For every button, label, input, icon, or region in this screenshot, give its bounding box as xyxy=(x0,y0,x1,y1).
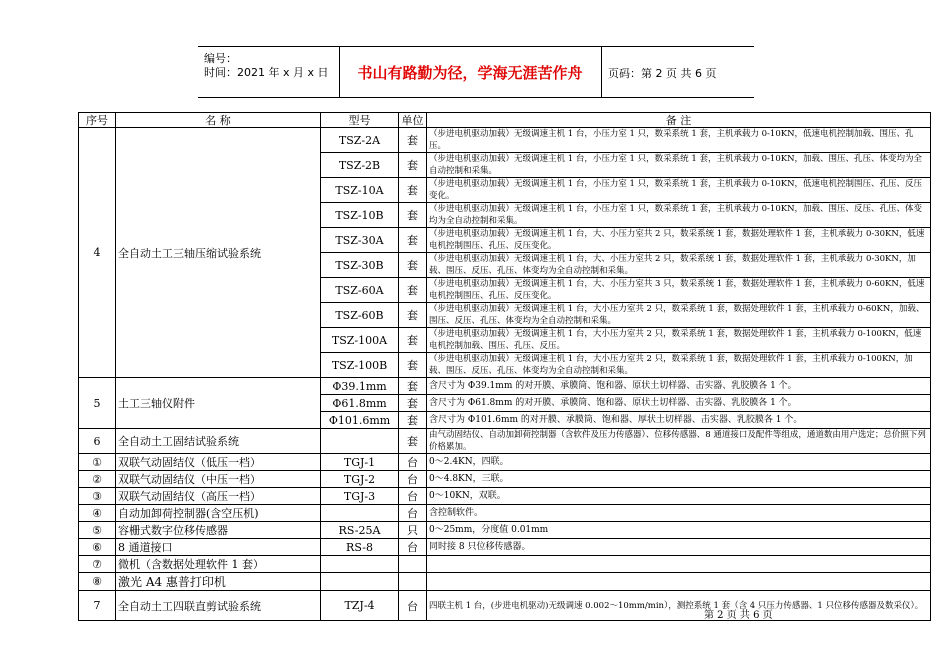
item-unit: 套 xyxy=(399,303,427,328)
table-header-row xyxy=(79,113,931,128)
table-row xyxy=(79,429,931,454)
item-unit: 套 xyxy=(399,353,427,378)
item-model: RS-25A xyxy=(321,522,399,539)
item-number: ④ xyxy=(79,505,116,522)
item-name: 自动加卸荷控制器(含空压机) xyxy=(116,505,321,522)
item-unit xyxy=(399,556,427,573)
item-unit: 台 xyxy=(399,471,427,488)
item-model: TSZ-60B xyxy=(321,303,399,328)
item-name: 土工三轴仪附件 xyxy=(116,378,321,429)
item-remark: 0～10KN，双联。 xyxy=(427,488,931,505)
table-row xyxy=(79,128,931,153)
item-model: TZJ-4 xyxy=(321,591,399,621)
item-model: Φ61.8mm xyxy=(321,395,399,412)
item-unit: 台 xyxy=(399,539,427,556)
item-name: 激光 A4 惠普打印机 xyxy=(116,573,321,591)
item-unit: 台 xyxy=(399,488,427,505)
item-model: TSZ-10B xyxy=(321,203,399,228)
item-number: 7 xyxy=(79,591,116,621)
item-remark: （步进电机驱动加载）无级调速主机 1 台，小压力室 1 只，数采系统 1 套，主机承载力 0-10KN，低速电机控制围压、孔压、反压变化。 xyxy=(427,178,931,203)
item-remark: （步进电机驱动加载）无级调速主机 1 台，大、小压力室共 2 只，数采系统 1 套，数据处理软件 1 套，主机承载力 0-30KN，加载、围压、反压、孔压、体变均为全自动控制和采集。 xyxy=(427,253,931,278)
item-remark: （步进电机驱动加载）无级调速主机 1 台，大、小压力室共 3 只，数采系统 1 套，数据处理软件 1 套，主机承载力 0-60KN，低速电机控制围压、孔压、反压变化。 xyxy=(427,278,931,303)
item-unit: 套 xyxy=(399,228,427,253)
item-number: 4 xyxy=(79,128,116,378)
item-remark: 含控制软件。 xyxy=(427,505,931,522)
item-model: TSZ-2B xyxy=(321,153,399,178)
item-model: TSZ-10A xyxy=(321,178,399,203)
item-remark: （步进电机驱动加载）无级调速主机 1 台，小压力室 1 只，数采系统 1 套，主机承载力 0-10KN，加载、围压、反压、孔压、体变均为全自动控制和采集。 xyxy=(427,203,931,228)
item-unit: 套 xyxy=(399,128,427,153)
document-number-label: 编号： xyxy=(204,52,237,65)
item-model xyxy=(321,429,399,454)
item-model: Φ101.6mm xyxy=(321,412,399,429)
item-model: TSZ-100B xyxy=(321,353,399,378)
item-model: TSZ-100A xyxy=(321,328,399,353)
item-unit xyxy=(399,573,427,591)
item-name: 全自动土工三轴压缩试验系统 xyxy=(116,128,321,378)
item-name: 微机（含数据处理软件 1 套） xyxy=(116,556,321,573)
page-header xyxy=(198,46,754,98)
header-remark: 备 注 xyxy=(427,113,931,128)
item-name: 8 通道接口 xyxy=(116,539,321,556)
item-name: 双联气动固结仪（高压一档） xyxy=(116,488,321,505)
item-number: 5 xyxy=(79,378,116,429)
item-remark xyxy=(427,556,931,573)
item-number: ⑥ xyxy=(79,539,116,556)
header-model: 型号 xyxy=(321,113,399,128)
item-number: ⑦ xyxy=(79,556,116,573)
item-unit: 台 xyxy=(399,591,427,621)
item-number: 6 xyxy=(79,429,116,454)
item-model: TGJ-2 xyxy=(321,471,399,488)
item-number: ② xyxy=(79,471,116,488)
item-remark: 0～2.4KN，四联。 xyxy=(427,454,931,471)
item-unit: 套 xyxy=(399,328,427,353)
item-remark: 同时接 8 只位移传感器。 xyxy=(427,539,931,556)
header-motto: 书山有路勤为径，学海无涯苦作舟 xyxy=(357,63,583,82)
item-model: TSZ-30A xyxy=(321,228,399,253)
item-number: ⑧ xyxy=(79,573,116,591)
item-model: RS-8 xyxy=(321,539,399,556)
header-divider xyxy=(601,47,602,97)
item-remark: 0～4.8KN，三联。 xyxy=(427,471,931,488)
item-remark: 含尺寸为 Φ101.6mm 的对开膜、承膜筒、饱和器、厚状土切样器、击实器、乳胶膜各 1 个。 xyxy=(427,412,931,429)
item-model xyxy=(321,573,399,591)
header-page-label: 页码：第 2 页 共 6 页 xyxy=(608,67,717,80)
table-row xyxy=(79,591,931,621)
item-model: TSZ-60A xyxy=(321,278,399,303)
item-unit: 套 xyxy=(399,278,427,303)
item-remark: （步进电机驱动加载）无级调速主机 1 台，大小压力室共 2 只，数采系统 1 套，数据处理软件 1 套，主机承载力 0-60KN，加载、围压、反压、孔压、体变均为全自动控制和采集。 xyxy=(427,303,931,328)
item-name: 全自动土工固结试验系统 xyxy=(116,429,321,454)
item-remark: （步进电机驱动加载）无级调速主机 1 台，大小压力室共 2 只，数采系统 1 套，数据处理软件 1 套，主机承载力 0-100KN，加载、围压、反压、孔压、体变均为全自动控制和采集。 xyxy=(427,353,931,378)
item-unit: 套 xyxy=(399,253,427,278)
item-model: TGJ-1 xyxy=(321,454,399,471)
item-remark: （步进电机驱动加载）无级调速主机 1 台，小压力室 1 只，数采系统 1 套，主机承载力 0-10KN，加载、围压、孔压、体变均为全自动控制和采集。 xyxy=(427,153,931,178)
document-date-label: 时间：2021 年 x 月 x 日 xyxy=(204,66,329,79)
item-number: ⑤ xyxy=(79,522,116,539)
table-row xyxy=(79,471,931,488)
item-remark: 0～25mm，分度值 0.01mm xyxy=(427,522,931,539)
table-row xyxy=(79,454,931,471)
item-model xyxy=(321,505,399,522)
item-model: TSZ-2A xyxy=(321,128,399,153)
item-name: 双联气动固结仪（中压一档） xyxy=(116,471,321,488)
table-row xyxy=(79,573,931,591)
item-remark: 含尺寸为 Φ39.1mm 的对开膜、承膜筒、饱和器、原状土切样器、击实器、乳胶膜各 1 个。 xyxy=(427,378,931,395)
header-name: 名 称 xyxy=(116,113,321,128)
item-remark: 含尺寸为 Φ61.8mm 的对开膜、承膜筒、饱和器、原状土切样器、击实器、乳胶膜各 1 个。 xyxy=(427,395,931,412)
header-unit: 单位 xyxy=(399,113,427,128)
item-remark: 由气动固结仪、自动加卸荷控制器（含软件及压力传感器）、位移传感器、8 通道接口及配件等组成，通道数由用户选定；总价照下列价格累加。 xyxy=(427,429,931,454)
header-no: 序号 xyxy=(79,113,116,128)
item-unit: 套 xyxy=(399,429,427,454)
item-unit: 套 xyxy=(399,178,427,203)
item-name: 全自动土工四联直剪试验系统 xyxy=(116,591,321,621)
item-model: TSZ-30B xyxy=(321,253,399,278)
item-name: 双联气动固结仪（低压一档） xyxy=(116,454,321,471)
item-name: 容栅式数字位移传感器 xyxy=(116,522,321,539)
table-row xyxy=(79,488,931,505)
item-remark: （步进电机驱动加载）无级调速主机 1 台，大、小压力室共 2 只，数采系统 1 套，数据处理软件 1 套，主机承载力 0-30KN，低速电机控制围压、孔压、反压变化。 xyxy=(427,228,931,253)
item-unit: 套 xyxy=(399,153,427,178)
item-model: TGJ-3 xyxy=(321,488,399,505)
item-unit: 套 xyxy=(399,378,427,395)
item-remark: （步进电机驱动加载）无级调速主机 1 台，小压力室 1 只，数采系统 1 套，主机承载力 0-10KN，低速电机控制加载、围压、孔压。 xyxy=(427,128,931,153)
item-unit: 台 xyxy=(399,505,427,522)
item-model: Φ39.1mm xyxy=(321,378,399,395)
table-row xyxy=(79,378,931,395)
item-model xyxy=(321,556,399,573)
item-unit: 台 xyxy=(399,454,427,471)
item-unit: 套 xyxy=(399,412,427,429)
page-footer: 第 2 页 共 6 页 xyxy=(704,610,773,621)
price-table xyxy=(78,112,931,621)
item-number: ③ xyxy=(79,488,116,505)
item-remark: 四联主机 1 台，(步进电机驱动)无级调速 0.002～10mm/min），测控系统 1 套（含 4 只压力传感器、1 只位移传感器及数采仪）。 xyxy=(427,591,931,621)
item-unit: 套 xyxy=(399,203,427,228)
item-number: ① xyxy=(79,454,116,471)
item-remark xyxy=(427,573,931,591)
table-row xyxy=(79,539,931,556)
table-row xyxy=(79,522,931,539)
item-remark: （步进电机驱动加载）无级调速主机 1 台，大小压力室共 2 只，数采系统 1 套，数据处理软件 1 套，主机承载力 0-100KN，低速电机控制加载、围压、孔压、反压。 xyxy=(427,328,931,353)
table-row xyxy=(79,556,931,573)
item-unit: 套 xyxy=(399,395,427,412)
item-unit: 只 xyxy=(399,522,427,539)
table-row xyxy=(79,505,931,522)
